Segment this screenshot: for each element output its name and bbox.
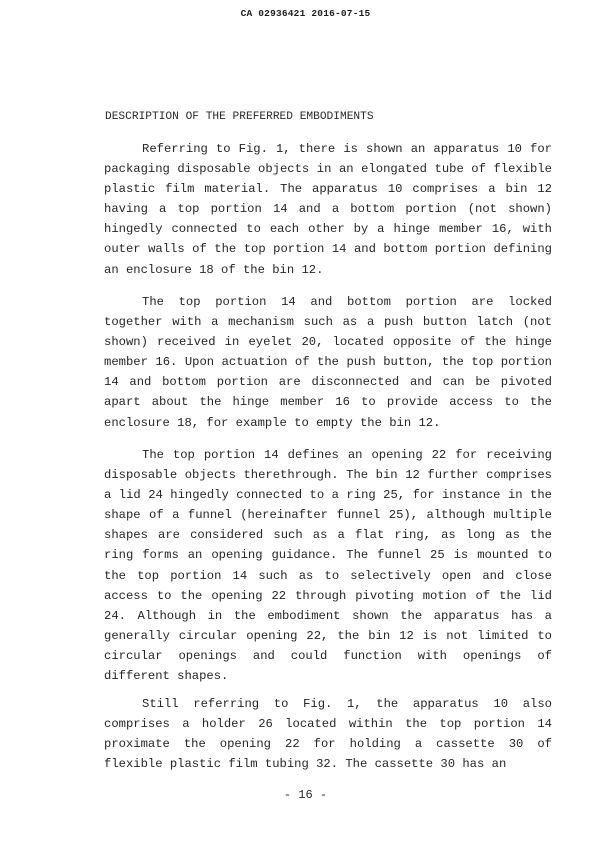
paragraph-4: Still referring to Fig. 1, the apparatus 10 also comprises a holder 26 located within the top portion 14 proximate the opening 22 for holding a cassette 30 of flexible plastic film tubing 32. The cassette 30 has an: [104, 697, 552, 772]
page-number: - 16 -: [283, 788, 328, 802]
paragraph-3: The top portion 14 defines an opening 22 for receiving disposable objects therethrough. The bin 12 further comprises a lid 24 hingedly connected to a ring 25, for instance in the shape of a funnel (hereinafter funnel 25), although multiple shapes are considered such as a flat ring, as long as the ring forms an opening guidance. The funnel 25 is mounted to the top portion 14 such as to selectively open and close access to the opening 22 through pivoting motion of the lid 24. Although in the embodiment shown the apparatus has a generally circular opening 22, the bin 12 is not limited to circular openings and could function with openings of different shapes.: [104, 448, 552, 684]
paragraph-1: Referring to Fig. 1, there is shown an apparatus 10 for packaging disposable objects in an elongated tube of flexible plastic film material. The apparatus 10 comprises a bin 12 having a top portion 14 and a bottom portion (not shown) hingedly connected to each other by a hinge member 16, with outer walls of the top portion 14 and bottom portion defining an enclosure 18 of the bin 12.: [104, 142, 552, 277]
section-heading: DESCRIPTION OF THE PREFERRED EMBODIMENTS: [105, 111, 374, 123]
document-header: CA 02936421 2016-07-15: [240, 8, 371, 19]
paragraph-2: The top portion 14 and bottom portion are locked together with a mechanism such as a push button latch (not shown) received in eyelet 20, located opposite of the hinge member 16. Upon actuation of the push button, the top portion 14 and bottom portion are disconnected and can be pivoted apart about the hinge member 16 to provide access to the enclosure 18, for example to empty the bin 12.: [104, 295, 552, 430]
